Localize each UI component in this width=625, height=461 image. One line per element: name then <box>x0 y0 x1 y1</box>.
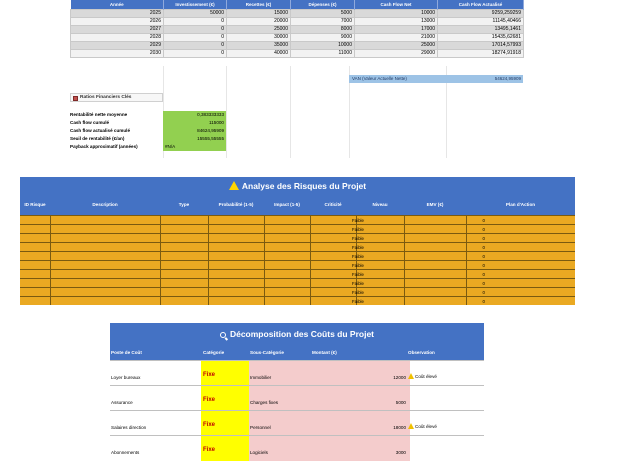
col-categorie[interactable]: Catégorie <box>203 350 225 355</box>
col-sous-categorie[interactable]: Sous-Catégorie <box>250 350 284 355</box>
cost-sous-categorie: Immobilier <box>250 375 272 380</box>
cashflow-table <box>70 0 524 58</box>
amount-cell <box>249 411 410 436</box>
cost-section-title <box>110 323 484 346</box>
van-label: VAN (Valeur Actuelle Nette) <box>349 75 446 83</box>
cell[interactable]: 35000 <box>227 41 291 49</box>
table-row[interactable] <box>110 410 484 435</box>
cost-sous-categorie: Logiciels <box>250 450 268 455</box>
risk-level: Faible <box>352 227 364 232</box>
risk-section-title <box>20 177 575 195</box>
ratio-value[interactable]: 0,383333333 <box>163 111 226 119</box>
table-row[interactable] <box>20 296 575 305</box>
risk-level: Faible <box>352 290 364 295</box>
table-row[interactable] <box>110 360 484 385</box>
risk-level: Faible <box>352 272 364 277</box>
table-row[interactable] <box>20 224 575 233</box>
cell[interactable]: 0 <box>164 17 227 25</box>
table-row[interactable] <box>20 215 575 224</box>
ratio-label: Rentabilité nette moyenne <box>70 112 128 117</box>
ratio-value[interactable]: 15555,55555 <box>163 135 226 143</box>
col-recettes[interactable]: Recettes (€) <box>227 0 291 9</box>
cell[interactable]: 25000 <box>355 41 438 49</box>
cost-montant: 12000 <box>393 375 406 380</box>
risk-level: Faible <box>352 236 364 241</box>
amount-cell <box>249 386 410 411</box>
cell[interactable]: 9000 <box>291 33 355 41</box>
col-plan-action[interactable]: Plan d'Action <box>505 202 536 207</box>
cell[interactable]: 0 <box>164 33 227 41</box>
observation-text: Coût élevé <box>415 374 437 379</box>
risk-table-body <box>20 215 575 305</box>
col-poste[interactable]: Poste de Coût <box>111 350 142 355</box>
ratio-value[interactable]: 115000 <box>163 119 226 127</box>
cell[interactable]: 30000 <box>227 33 291 41</box>
table-row <box>71 49 524 57</box>
cell[interactable]: 25000 <box>227 25 291 33</box>
cost-categorie: Fixe <box>203 422 216 428</box>
cost-poste: Assurance <box>111 400 133 405</box>
table-row[interactable] <box>20 251 575 260</box>
risk-emv: 0 <box>482 254 485 259</box>
amount-cell <box>249 436 410 461</box>
col-depenses[interactable]: Dépenses (€) <box>291 0 355 9</box>
ratio-label: Cash flow actualisé cumulé <box>70 128 130 133</box>
cell[interactable]: 2026 <box>71 17 164 25</box>
cell[interactable]: 0 <box>164 49 227 57</box>
col-montant[interactable]: Montant (€) <box>312 350 337 355</box>
cell[interactable]: 40000 <box>227 49 291 57</box>
cell[interactable]: 17000 <box>355 25 438 33</box>
col-observation[interactable]: Observation <box>408 350 435 355</box>
table-row <box>71 25 524 33</box>
cell[interactable]: 2028 <box>71 33 164 41</box>
table-row[interactable] <box>20 278 575 287</box>
table-row[interactable] <box>20 269 575 278</box>
magnifier-icon <box>220 332 226 338</box>
gridline <box>290 66 291 158</box>
risk-emv: 0 <box>482 227 485 232</box>
risk-emv: 0 <box>482 236 485 241</box>
risk-level: Faible <box>352 281 364 286</box>
risk-title-text: Analyse des Risques du Projet <box>241 181 367 191</box>
cell[interactable]: 7000 <box>291 17 355 25</box>
risk-level: Faible <box>352 299 364 304</box>
table-row <box>71 33 524 41</box>
van-value[interactable]: 54624,95909 <box>446 75 523 83</box>
cost-montant: 18000 <box>393 425 406 430</box>
risk-level: Faible <box>352 218 364 223</box>
cost-sous-categorie: Personnel <box>250 425 271 430</box>
cell[interactable]: 2029 <box>71 41 164 49</box>
cell[interactable]: 10000 <box>355 9 438 17</box>
cell[interactable]: 11000 <box>291 49 355 57</box>
risk-emv: 0 <box>482 281 485 286</box>
cell[interactable]: 2030 <box>71 49 164 57</box>
cost-montant: 3000 <box>395 450 406 455</box>
ratio-value[interactable]: #N/A <box>163 143 226 151</box>
cell[interactable]: 13000 <box>355 17 438 25</box>
col-investissement[interactable]: Investissement (€) <box>164 0 227 9</box>
cost-observation <box>408 423 437 429</box>
table-row[interactable] <box>20 260 575 269</box>
col-cashflow-actualise[interactable]: Cash Flow Actualisé <box>438 0 524 9</box>
warning-icon <box>408 423 414 429</box>
col-criticite[interactable]: Criticité <box>324 202 342 207</box>
cell[interactable]: 0 <box>164 25 227 33</box>
risk-emv: 0 <box>482 290 485 295</box>
gridline <box>226 66 227 158</box>
col-id-risque[interactable]: ID Risque <box>24 202 46 207</box>
cost-sous-categorie: Charges fixes <box>250 400 279 405</box>
cell[interactable]: 15000 <box>227 9 291 17</box>
observation-text: Coût élevé <box>415 424 437 429</box>
risk-emv: 0 <box>482 272 485 277</box>
cost-poste: Loyer bureaux <box>111 375 141 380</box>
col-probabilite[interactable]: Probabilité (1-5) <box>218 202 254 207</box>
cell[interactable]: 8000 <box>291 25 355 33</box>
col-type[interactable]: Type <box>178 202 190 207</box>
cell[interactable]: 9259,259259 <box>438 9 524 17</box>
risk-level: Faible <box>352 254 364 259</box>
cost-montant: 5000 <box>395 400 406 405</box>
warning-icon <box>408 373 414 379</box>
cost-title-text: Décomposition des Coûts du Projet <box>229 329 375 339</box>
cell[interactable]: 0 <box>164 41 227 49</box>
table-row[interactable] <box>20 287 575 296</box>
table-row[interactable] <box>20 233 575 242</box>
cell[interactable]: 10000 <box>291 41 355 49</box>
table-row[interactable] <box>20 242 575 251</box>
col-niveau[interactable]: Niveau <box>372 202 388 207</box>
ratios-title-text: Ratios Financiers Clés <box>80 95 132 100</box>
cell[interactable]: 5000 <box>291 9 355 17</box>
cell[interactable]: 29000 <box>355 49 438 57</box>
cost-categorie: Fixe <box>203 372 216 378</box>
cell[interactable]: 15435,62681 <box>438 33 524 41</box>
risk-emv: 0 <box>482 245 485 250</box>
warning-icon <box>229 181 239 190</box>
table-row <box>71 9 524 17</box>
col-emv[interactable]: EMV (€) <box>426 202 444 207</box>
cell[interactable]: 17014,57993 <box>438 41 524 49</box>
risk-level: Faible <box>352 263 364 268</box>
cell[interactable]: 13495,1461 <box>438 25 524 33</box>
col-cashflow-net[interactable]: Cash Flow Net <box>355 0 438 9</box>
ratio-value[interactable]: 84624,95909 <box>163 127 226 135</box>
cost-categorie: Fixe <box>203 447 216 453</box>
cost-categorie: Fixe <box>203 397 216 403</box>
risk-header-row <box>20 195 575 215</box>
cell[interactable]: 2027 <box>71 25 164 33</box>
table-row <box>71 17 524 25</box>
cost-poste: Abonnements <box>111 450 140 455</box>
risk-emv: 0 <box>482 218 485 223</box>
col-description[interactable]: Description <box>92 202 118 207</box>
risk-level: Faible <box>352 245 364 250</box>
cell[interactable]: 20000 <box>227 17 291 25</box>
table-row <box>71 41 524 49</box>
amount-cell <box>249 361 410 386</box>
ratio-label: Seuil de rentabilité (€/an) <box>70 136 125 141</box>
table-row[interactable] <box>110 435 484 460</box>
chart-icon <box>73 96 78 101</box>
cost-header-row <box>110 346 484 360</box>
risk-emv: 0 <box>482 299 485 304</box>
ratio-label: Payback approximatif (années) <box>70 144 138 149</box>
table-row[interactable] <box>110 385 484 410</box>
cashflow-header-row <box>71 0 524 9</box>
ratio-label: Cash flow cumulé <box>70 120 110 125</box>
cell[interactable]: 11145,40466 <box>438 17 524 25</box>
cell[interactable]: 50000 <box>164 9 227 17</box>
col-impact[interactable]: Impact (1-5) <box>274 202 300 207</box>
cost-observation <box>408 373 437 379</box>
cell[interactable]: 21000 <box>355 33 438 41</box>
col-annee[interactable]: Année <box>71 0 164 9</box>
ratios-title <box>70 93 163 102</box>
cell[interactable]: 18274,91918 <box>438 49 524 57</box>
cost-poste: Salaires direction <box>111 425 147 430</box>
cell[interactable]: 2025 <box>71 9 164 17</box>
risk-emv: 0 <box>482 263 485 268</box>
